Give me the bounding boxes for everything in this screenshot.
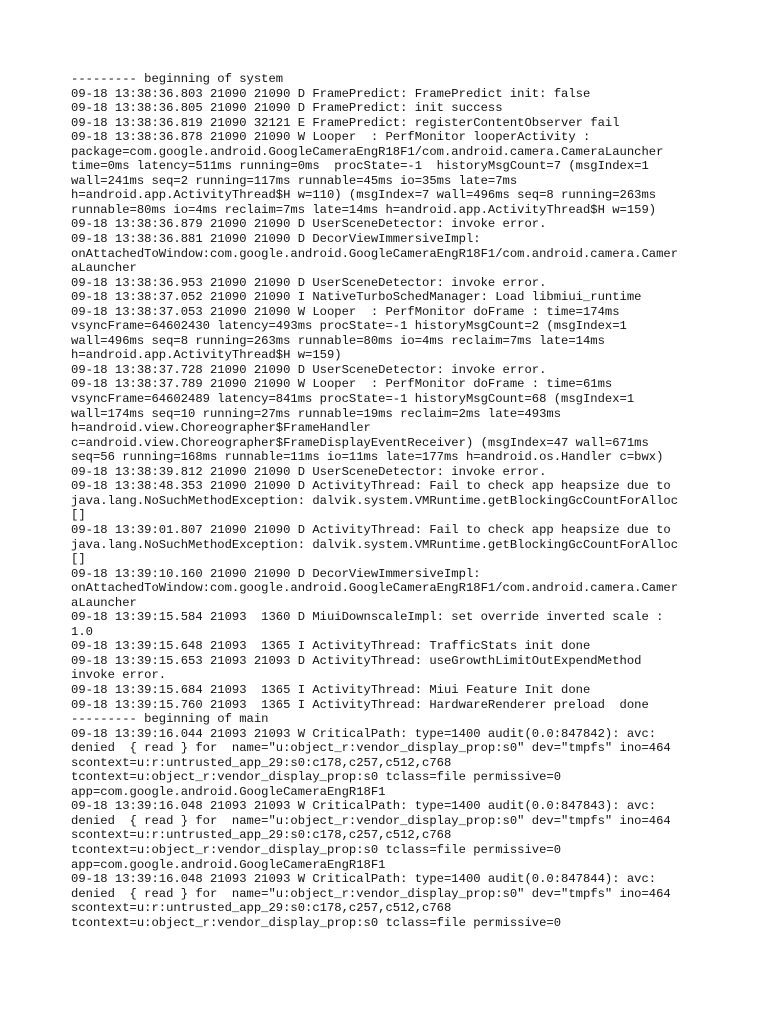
log-line: 09-18 13:38:36.953 21090 21090 D UserSceneDetector: invoke error.	[71, 275, 547, 290]
log-line: 09-18 13:38:36.878 21090 21090 W Looper : PerfMonitor looperActivity :	[71, 130, 591, 145]
log-line: time=0ms latency=511ms running=0ms procState=-1 historyMsgCount=7 (msgIndex=1	[71, 159, 649, 174]
log-line: 09-18 13:38:36.881 21090 21090 D DecorViewImmersiveImpl:	[71, 232, 481, 247]
log-line: vsyncFrame=64602430 latency=493ms procState=-1 historyMsgCount=2 (msgIndex=1	[71, 319, 627, 334]
log-line: denied { read } for name="u:object_r:vendor_display_prop:s0" dev="tmpfs" ino=464	[71, 813, 671, 828]
log-line: 09-18 13:39:10.160 21090 21090 D DecorViewImmersiveImpl:	[71, 566, 481, 581]
log-line: 09-18 13:38:36.819 21090 32121 E FramePredict: registerContentObserver fail	[71, 115, 620, 130]
log-line: scontext=u:r:untrusted_app_29:s0:c178,c257,c512,c768	[71, 828, 452, 843]
log-line: onAttachedToWindow:com.google.android.GoogleCameraEngR18F1/com.android.camera.Camer	[71, 246, 679, 261]
log-line: scontext=u:r:untrusted_app_29:s0:c178,c257,c512,c768	[71, 901, 452, 916]
log-line: 09-18 13:38:37.053 21090 21090 W Looper : PerfMonitor doFrame : time=174ms	[71, 304, 620, 319]
log-line: wall=496ms seq=8 running=263ms runnable=80ms io=4ms reclaim=7ms late=14ms	[71, 333, 605, 348]
log-line: runnable=80ms io=4ms reclaim=7ms late=14ms h=android.app.ActivityThread$H w=159)	[71, 202, 657, 217]
log-line: --------- beginning of system	[71, 72, 284, 86]
log-line: aLauncher	[71, 595, 137, 610]
log-line: vsyncFrame=64602489 latency=841ms procState=-1 historyMsgCount=68 (msgIndex=1	[71, 392, 635, 407]
log-line: 09-18 13:39:15.684 21093 1365 I ActivityThread: Miui Feature Init done	[71, 682, 591, 697]
log-line: 09-18 13:39:01.807 21090 21090 D ActivityThread: Fail to check app heapsize due to	[71, 522, 671, 537]
log-line: java.lang.NoSuchMethodException: dalvik.system.VMRuntime.getBlockingGcCountForAlloc	[71, 537, 679, 552]
log-line: denied { read } for name="u:object_r:vendor_display_prop:s0" dev="tmpfs" ino=464	[71, 741, 671, 756]
log-line: aLauncher	[71, 261, 137, 276]
log-line: h=android.view.Choreographer$FrameHandler	[71, 421, 371, 436]
log-line: tcontext=u:object_r:vendor_display_prop:s0 tclass=file permissive=0	[71, 915, 562, 930]
log-line: denied { read } for name="u:object_r:vendor_display_prop:s0" dev="tmpfs" ino=464	[71, 886, 671, 901]
log-line: 09-18 13:38:36.805 21090 21090 D FramePredict: init success	[71, 101, 503, 116]
log-line: java.lang.NoSuchMethodException: dalvik.system.VMRuntime.getBlockingGcCountForAlloc	[71, 493, 679, 508]
log-line: 09-18 13:38:37.052 21090 21090 I NativeTurboSchedManager: Load libmiui_runtime	[71, 290, 642, 305]
log-line: 09-18 13:38:37.728 21090 21090 D UserSceneDetector: invoke error.	[71, 362, 547, 377]
log-line: []	[71, 508, 86, 523]
log-line: []	[71, 552, 86, 567]
log-line: wall=174ms seq=10 running=27ms runnable=19ms reclaim=2ms late=493ms	[71, 406, 562, 421]
log-line: 09-18 13:38:37.789 21090 21090 W Looper : PerfMonitor doFrame : time=61ms	[71, 377, 613, 392]
log-line: 09-18 13:38:39.812 21090 21090 D UserSceneDetector: invoke error.	[71, 464, 547, 479]
log-document	[71, 72, 711, 930]
log-line: 09-18 13:39:16.048 21093 21093 W CriticalPath: type=1400 audit(0.0:847843): avc:	[71, 799, 657, 814]
log-line: h=android.app.ActivityThread$H w=159)	[71, 348, 342, 363]
log-line: h=android.app.ActivityThread$H w=110) (msgIndex=7 wall=496ms seq=8 running=263ms	[71, 188, 657, 203]
log-line: 09-18 13:38:48.353 21090 21090 D ActivityThread: Fail to check app heapsize due to	[71, 479, 671, 494]
log-line: 09-18 13:39:15.648 21093 1365 I ActivityThread: TrafficStats init done	[71, 639, 591, 654]
log-line: package=com.google.android.GoogleCameraEngR18F1/com.android.camera.CameraLauncher	[71, 144, 664, 159]
log-line: 09-18 13:38:36.803 21090 21090 D FramePredict: FramePredict init: false	[71, 86, 591, 101]
log-line: 09-18 13:39:15.584 21093 1360 D MiuiDownscaleImpl: set override inverted scale :	[71, 610, 664, 625]
log-line: app=com.google.android.GoogleCameraEngR18F1	[71, 857, 386, 872]
log-line: app=com.google.android.GoogleCameraEngR18F1	[71, 784, 386, 799]
log-line: 09-18 13:38:36.879 21090 21090 D UserSceneDetector: invoke error.	[71, 217, 547, 232]
log-line: seq=56 running=168ms runnable=11ms io=11ms late=177ms h=android.os.Handler c=bwx)	[71, 450, 664, 465]
log-line: invoke error.	[71, 668, 167, 683]
log-line: --------- beginning of main	[71, 712, 269, 727]
log-line: wall=241ms seq=2 running=117ms runnable=45ms io=35ms late=7ms	[71, 173, 518, 188]
log-line: tcontext=u:object_r:vendor_display_prop:s0 tclass=file permissive=0	[71, 770, 562, 785]
log-line: tcontext=u:object_r:vendor_display_prop:s0 tclass=file permissive=0	[71, 842, 562, 857]
log-line: 09-18 13:39:15.760 21093 1365 I ActivityThread: HardwareRenderer preload done	[71, 697, 649, 712]
log-line: 1.0	[71, 624, 93, 639]
log-line: 09-18 13:39:15.653 21093 21093 D ActivityThread: useGrowthLimitOutExpendMethod	[71, 653, 642, 668]
log-line: onAttachedToWindow:com.google.android.GoogleCameraEngR18F1/com.android.camera.Camer	[71, 581, 679, 596]
log-line: scontext=u:r:untrusted_app_29:s0:c178,c257,c512,c768	[71, 755, 452, 770]
log-line: 09-18 13:39:16.044 21093 21093 W CriticalPath: type=1400 audit(0.0:847842): avc:	[71, 726, 657, 741]
log-line: c=android.view.Choreographer$FrameDisplayEventReceiver) (msgIndex=47 wall=671ms	[71, 435, 649, 450]
log-line: 09-18 13:39:16.048 21093 21093 W CriticalPath: type=1400 audit(0.0:847844): avc:	[71, 872, 657, 887]
